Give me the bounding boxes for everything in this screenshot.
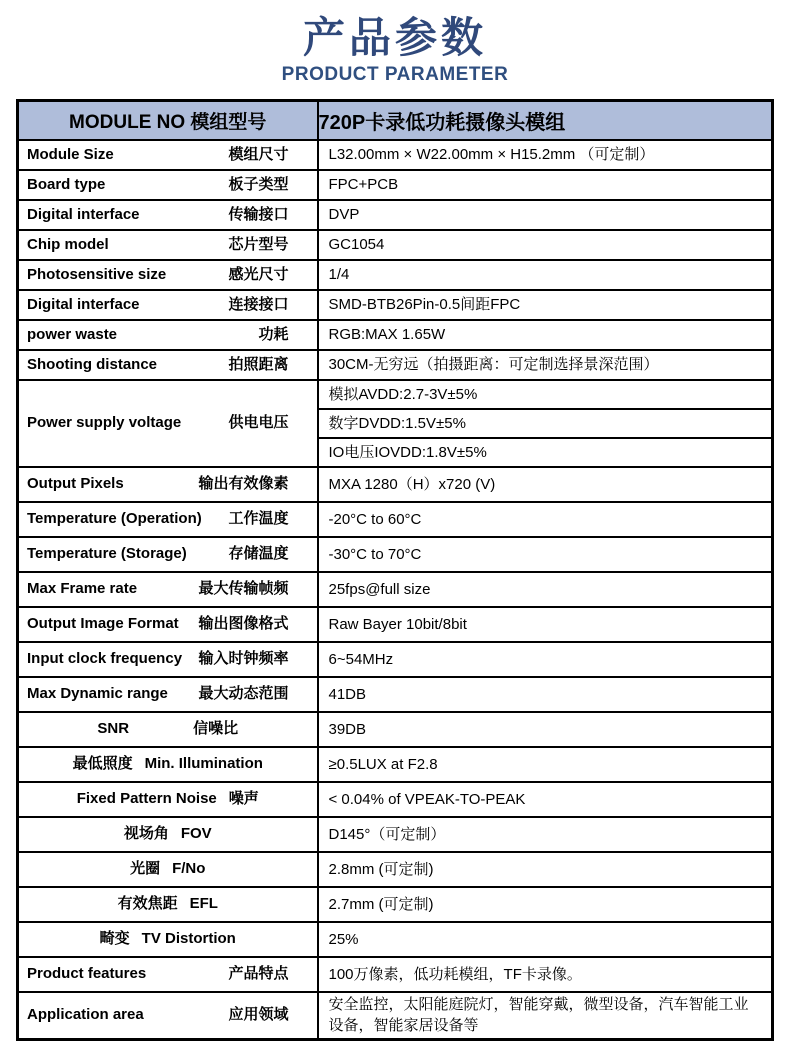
spec-row <box>18 467 773 502</box>
spec-label-primary: SNR <box>97 720 130 738</box>
spec-label-primary: Digital interface <box>27 295 140 313</box>
spec-value-cell <box>318 380 773 467</box>
spec-label-primary: Power supply voltage <box>27 414 182 432</box>
spec-label-primary: 最低照度 <box>72 755 133 773</box>
spec-row <box>18 200 773 230</box>
spec-label-secondary: 工作温度 <box>228 510 289 528</box>
spec-label-primary: Max Dynamic range <box>27 685 168 703</box>
spec-label-secondary: 输入时钟频率 <box>198 650 289 668</box>
spec-label-secondary: 感光尺寸 <box>228 265 289 283</box>
spec-label-primary: 有效焦距 <box>117 895 178 913</box>
spec-label-secondary: 最大动态范围 <box>198 685 289 703</box>
spec-row <box>18 572 773 607</box>
spec-label-secondary: 芯片型号 <box>228 235 289 253</box>
spec-value-cell: 30CM-无穷远（拍摄距离：可定制选择景深范围） <box>318 350 773 380</box>
spec-label-cell <box>18 817 318 852</box>
spec-label-secondary: 噪声 <box>228 790 259 808</box>
spec-row <box>18 992 773 1039</box>
table-header-module-no: MODULE NO 模组型号 <box>18 101 318 141</box>
spec-value-cell: 25% <box>318 922 773 957</box>
spec-row <box>18 887 773 922</box>
spec-label-primary: Temperature (Storage) <box>27 545 187 563</box>
spec-label-secondary: Min. Illumination <box>144 755 263 773</box>
spec-label-primary: Input clock frequency <box>27 650 183 668</box>
spec-label-secondary: TV Distortion <box>141 930 236 948</box>
spec-value-cell: Raw Bayer 10bit/8bit <box>318 607 773 642</box>
spec-label-secondary: 供电电压 <box>228 414 289 432</box>
spec-value-cell: RGB:MAX 1.65W <box>318 320 773 350</box>
spec-value-cell: MXA 1280（H）x720 (V) <box>318 467 773 502</box>
spec-label-primary: Fixed Pattern Noise <box>76 790 217 808</box>
product-parameter-table <box>16 99 774 1041</box>
spec-label-secondary: 输出有效像素 <box>198 475 289 493</box>
spec-label-secondary: 存储温度 <box>228 545 289 563</box>
spec-table-body <box>18 140 773 1039</box>
spec-row <box>18 607 773 642</box>
spec-row <box>18 320 773 350</box>
spec-label-secondary: 拍照距离 <box>228 355 289 373</box>
spec-label-cell <box>18 290 318 320</box>
page-subtitle: PRODUCT PARAMETER <box>281 64 509 86</box>
spec-label-cell <box>18 747 318 782</box>
spec-label-primary: power waste <box>27 325 118 343</box>
spec-row <box>18 380 773 467</box>
spec-label-cell <box>18 782 318 817</box>
spec-value-cell: SMD-BTB26Pin-0.5间距FPC <box>318 290 773 320</box>
spec-label-cell <box>18 350 318 380</box>
spec-value-cell: 2.8mm (可定制) <box>318 852 773 887</box>
spec-label-secondary: F/No <box>172 860 206 878</box>
spec-row <box>18 140 773 170</box>
spec-label-cell <box>18 992 318 1039</box>
spec-value-cell: 1/4 <box>318 260 773 290</box>
spec-sub-value: 数字DVDD:1.5V±5% <box>319 410 772 439</box>
spec-label-secondary: 最大传输帧频 <box>198 580 289 598</box>
spec-label-cell <box>18 922 318 957</box>
spec-label-primary: Digital interface <box>27 205 140 223</box>
spec-label-secondary: EFL <box>189 895 218 913</box>
spec-label-primary: Application area <box>27 1006 144 1024</box>
spec-label-primary: Board type <box>27 175 106 193</box>
spec-value-cell: L32.00mm × W22.00mm × H15.2mm （可定制） <box>318 140 773 170</box>
spec-label-cell <box>18 502 318 537</box>
spec-row <box>18 712 773 747</box>
spec-label-cell <box>18 170 318 200</box>
spec-value-cell: DVP <box>318 200 773 230</box>
spec-value-cell: -20°C to 60°C <box>318 502 773 537</box>
spec-row <box>18 677 773 712</box>
spec-label-secondary: 功耗 <box>258 325 289 343</box>
spec-value-cell: < 0.04% of VPEAK-TO-PEAK <box>318 782 773 817</box>
spec-label-primary: Product features <box>27 965 147 983</box>
spec-value-cell: 25fps@full size <box>318 572 773 607</box>
spec-label-secondary: 产品特点 <box>228 965 289 983</box>
spec-value-cell: 100万像素，低功耗模组，TF卡录像。 <box>318 957 773 992</box>
spec-row <box>18 922 773 957</box>
spec-label-cell <box>18 642 318 677</box>
spec-label-cell <box>18 852 318 887</box>
spec-row <box>18 642 773 677</box>
spec-row <box>18 502 773 537</box>
spec-label-primary: Temperature (Operation) <box>27 510 202 528</box>
spec-label-cell <box>18 380 318 467</box>
spec-row <box>18 817 773 852</box>
spec-label-secondary: FOV <box>180 825 212 843</box>
spec-label-primary: 光圈 <box>130 860 161 878</box>
spec-label-primary: Shooting distance <box>27 355 158 373</box>
spec-label-primary: Photosensitive size <box>27 265 167 283</box>
spec-value-cell: 6~54MHz <box>318 642 773 677</box>
spec-label-secondary: 应用领域 <box>228 1006 289 1024</box>
spec-label-cell <box>18 712 318 747</box>
spec-value-cell: GC1054 <box>318 230 773 260</box>
spec-row <box>18 957 773 992</box>
spec-label-cell <box>18 887 318 922</box>
spec-row <box>18 230 773 260</box>
spec-label-cell <box>18 677 318 712</box>
spec-label-primary: Module Size <box>27 145 114 163</box>
page-title: 产品参数 <box>302 14 487 61</box>
spec-value-cell: ≥0.5LUX at F2.8 <box>318 747 773 782</box>
spec-label-secondary: 板子类型 <box>228 175 289 193</box>
spec-label-cell <box>18 537 318 572</box>
spec-label-secondary: 连接接口 <box>228 295 289 313</box>
spec-row <box>18 537 773 572</box>
spec-label-secondary: 输出图像格式 <box>198 615 289 633</box>
spec-label-primary: Output Image Format <box>27 615 179 633</box>
spec-value-cell: 安全监控，太阳能庭院灯，智能穿戴，微型设备，汽车智能工业设备，智能家居设备等 <box>318 992 773 1039</box>
spec-label-cell <box>18 320 318 350</box>
spec-row <box>18 747 773 782</box>
spec-sub-value: 模拟AVDD:2.7-3V±5% <box>319 381 772 410</box>
spec-value-cell: -30°C to 70°C <box>318 537 773 572</box>
spec-label-primary: Output Pixels <box>27 475 124 493</box>
spec-row <box>18 350 773 380</box>
spec-label-cell <box>18 140 318 170</box>
spec-row <box>18 260 773 290</box>
spec-value-cell: 2.7mm (可定制) <box>318 887 773 922</box>
spec-label-cell <box>18 200 318 230</box>
spec-label-cell <box>18 467 318 502</box>
spec-value-cell: FPC+PCB <box>318 170 773 200</box>
spec-label-cell <box>18 607 318 642</box>
spec-label-cell <box>18 572 318 607</box>
spec-value-cell: D145°（可定制） <box>318 817 773 852</box>
spec-row <box>18 782 773 817</box>
spec-label-primary: Chip model <box>27 235 109 253</box>
spec-label-primary: 视场角 <box>123 825 169 843</box>
spec-row <box>18 852 773 887</box>
spec-label-cell <box>18 260 318 290</box>
spec-label-secondary: 传输接口 <box>228 205 289 223</box>
spec-row <box>18 290 773 320</box>
spec-sub-value: IO电压IOVDD:1.8V±5% <box>328 443 487 461</box>
spec-value-cell: 41DB <box>318 677 773 712</box>
table-header-module-name: 720P卡录低功耗摄像头模组 <box>318 101 773 141</box>
table-header-row <box>18 101 773 141</box>
spec-label-cell <box>18 957 318 992</box>
spec-label-secondary: 信噪比 <box>193 720 239 738</box>
spec-label-primary: Max Frame rate <box>27 580 138 598</box>
spec-label-cell <box>18 230 318 260</box>
spec-row <box>18 170 773 200</box>
spec-value-cell: 39DB <box>318 712 773 747</box>
spec-label-primary: 畸变 <box>99 930 130 948</box>
spec-label-secondary: 模组尺寸 <box>228 145 289 163</box>
